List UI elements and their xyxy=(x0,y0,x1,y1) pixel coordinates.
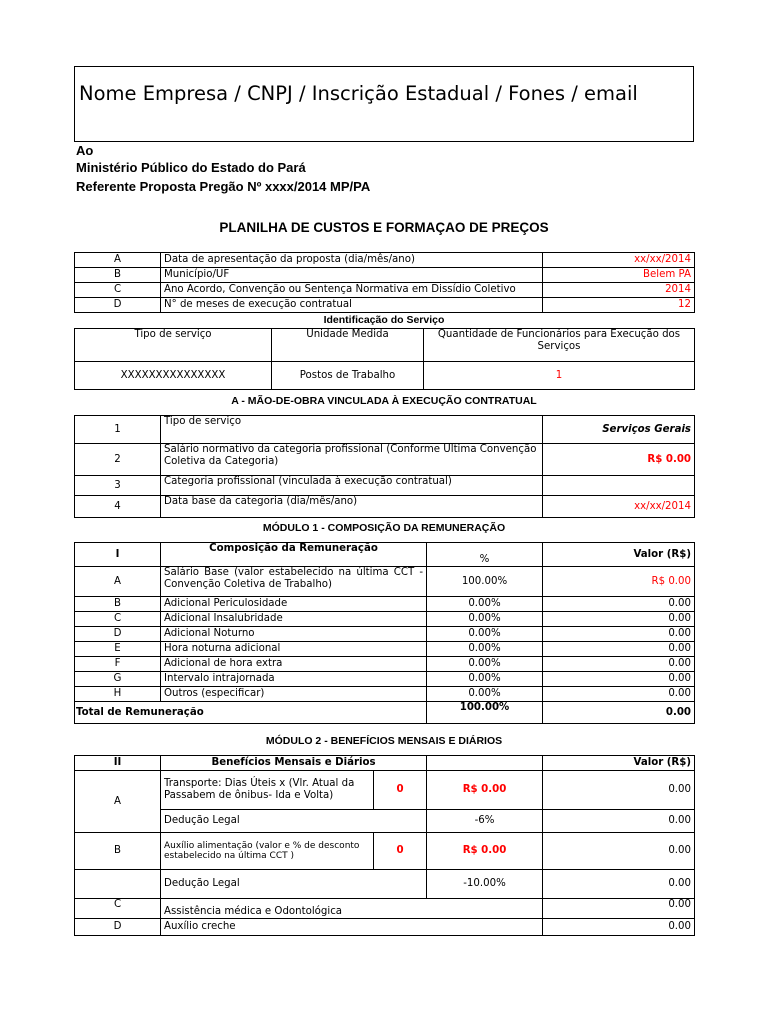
table-row xyxy=(75,253,695,268)
service-type-value: XXXXXXXXXXXXXXX xyxy=(75,362,272,390)
address-line-ministry: Ministério Público do Estado do Pará xyxy=(76,160,306,175)
table-row xyxy=(75,627,695,642)
module2-food-deduction-value: 0.00 xyxy=(543,870,695,899)
module1-label: Adicional Periculosidade xyxy=(161,597,427,612)
service-col-quantity: Quantidade de Funcionários para Execução dos Serviços xyxy=(424,329,695,362)
labor-value: R$ 0.00 xyxy=(543,444,695,476)
table-row xyxy=(75,416,695,444)
module1-pct: 0.00% xyxy=(427,672,543,687)
service-table xyxy=(74,328,695,390)
module1-total-value: 0.00 xyxy=(543,702,695,724)
labor-table xyxy=(74,415,695,518)
info-code: D xyxy=(75,298,161,313)
table-row xyxy=(75,657,695,672)
info-code: B xyxy=(75,268,161,283)
module1-label: Intervalo intrajornada xyxy=(161,672,427,687)
module1-pct: 0.00% xyxy=(427,642,543,657)
module1-label: Outros (especificar) xyxy=(161,687,427,702)
module2-daycare-value: 0.00 xyxy=(543,919,695,936)
table-row xyxy=(75,756,695,771)
info-value: xx/xx/2014 xyxy=(543,253,695,268)
labor-value xyxy=(543,476,695,496)
module1-pct: 0.00% xyxy=(427,687,543,702)
module2-daycare-label: Auxílio creche xyxy=(161,919,543,936)
info-value: Belem PA xyxy=(543,268,695,283)
module1-code: A xyxy=(75,567,161,597)
module2-medical-label: Assistência médica e Odontológica xyxy=(161,899,543,919)
table-row xyxy=(75,476,695,496)
table-row xyxy=(75,702,695,724)
table-row xyxy=(75,899,695,919)
module2-transport-value: 0.00 xyxy=(543,771,695,810)
module2-food-deduction-label: Dedução Legal xyxy=(161,870,427,899)
table-row xyxy=(75,496,695,518)
module1-pct: 0.00% xyxy=(427,627,543,642)
info-code: A xyxy=(75,253,161,268)
labor-section-title: A - MÃO-DE-OBRA VINCULADA À EXECUÇÃO CONTRATUAL xyxy=(231,395,537,407)
module1-pct: 0.00% xyxy=(427,657,543,672)
module1-total-label: Total de Remuneração xyxy=(75,702,427,724)
module1-code: F xyxy=(75,657,161,672)
module1-label: Salário Base (valor estabelecido na última CCT - Convenção Coletiva de Trabalho) xyxy=(161,567,427,597)
module1-pct: 100.00% xyxy=(427,567,543,597)
address-line-ao: Ao xyxy=(76,143,94,158)
info-code: C xyxy=(75,283,161,298)
info-label: Ano Acordo, Convenção ou Sentença Normativa em Dissídio Coletivo xyxy=(161,283,543,298)
module2-transport-deduction-value: 0.00 xyxy=(543,810,695,833)
module2-food-value: 0.00 xyxy=(543,833,695,870)
module1-code: E xyxy=(75,642,161,657)
info-label: Município/UF xyxy=(161,268,543,283)
module1-value: 0.00 xyxy=(543,612,695,627)
module1-code: D xyxy=(75,627,161,642)
info-table xyxy=(74,252,695,313)
labor-label: Tipo de serviço xyxy=(161,416,543,444)
module2-food-deduction-empty xyxy=(75,870,161,899)
labor-code: 1 xyxy=(75,416,161,444)
module2-transport-label: Transporte: Dias Úteis x (Vlr. Atual da Passabem de ônibus- Ida e Volta) xyxy=(161,771,374,810)
module2-food-label: Auxílio alimentação (valor e % de desconto estabelecido na última CCT ) xyxy=(161,833,374,870)
module1-value: 0.00 xyxy=(543,642,695,657)
module1-title: MÓDULO 1 - COMPOSIÇÃO DA REMUNERAÇÃO xyxy=(262,522,506,534)
module2-head-value: Valor (R$) xyxy=(543,756,695,771)
module2-transport-deduction-pct: -6% xyxy=(427,810,543,833)
module1-code: G xyxy=(75,672,161,687)
table-row xyxy=(75,444,695,476)
company-header-box xyxy=(74,66,694,142)
module1-value: 0.00 xyxy=(543,627,695,642)
module2-code-a: A xyxy=(75,771,161,833)
table-row xyxy=(75,642,695,657)
module2-food-price: R$ 0.00 xyxy=(427,833,543,870)
module2-transport-qty: 0 xyxy=(374,771,427,810)
table-row xyxy=(75,833,695,870)
service-col-unit: Unidade Medida xyxy=(272,329,424,362)
labor-label: Categoria profissional (vinculada à execução contratual) xyxy=(161,476,543,496)
module2-food-deduction-pct: -10.00% xyxy=(427,870,543,899)
module1-code: B xyxy=(75,597,161,612)
module2-title: MÓDULO 2 - BENEFÍCIOS MENSAIS E DIÁRIOS xyxy=(265,735,503,747)
module1-head-code: I xyxy=(75,543,161,567)
table-row xyxy=(75,329,695,362)
module2-transport-deduction-label: Dedução Legal xyxy=(161,810,427,833)
module2-code-d: D xyxy=(75,919,161,936)
module1-label: Adicional Insalubridade xyxy=(161,612,427,627)
module1-code: C xyxy=(75,612,161,627)
module2-medical-value: 0.00 xyxy=(543,899,695,919)
module2-code-c: C xyxy=(75,899,161,919)
module1-value: 0.00 xyxy=(543,672,695,687)
service-section-title: Identificação do Serviço xyxy=(323,314,445,326)
module1-code: H xyxy=(75,687,161,702)
table-row xyxy=(75,283,695,298)
module2-head-label: Benefícios Mensais e Diários xyxy=(161,756,427,771)
module1-value: 0.00 xyxy=(543,597,695,612)
service-unit-value: Postos de Trabalho xyxy=(272,362,424,390)
table-row xyxy=(75,687,695,702)
labor-code: 4 xyxy=(75,496,161,518)
table-row xyxy=(75,298,695,313)
module1-label: Adicional de hora extra xyxy=(161,657,427,672)
labor-label: Data base da categoria (dia/mês/ano) xyxy=(161,496,543,518)
module1-head-pct: % xyxy=(427,543,543,567)
module1-value: 0.00 xyxy=(543,657,695,672)
service-col-type: Tipo de serviço xyxy=(75,329,272,362)
module1-head-label: Composição da Remuneração xyxy=(161,543,427,567)
sheet-title: PLANILHA DE CUSTOS E FORMAÇAO DE PREÇOS xyxy=(219,220,549,235)
address-line-reference: Referente Proposta Pregão Nº xxxx/2014 MP/PA xyxy=(76,179,371,194)
labor-code: 3 xyxy=(75,476,161,496)
info-label: Data de apresentação da proposta (dia/mês/ano) xyxy=(161,253,543,268)
module2-table xyxy=(74,755,695,936)
labor-code: 2 xyxy=(75,444,161,476)
module1-pct: 0.00% xyxy=(427,597,543,612)
module1-head-value: Valor (R$) xyxy=(543,543,695,567)
table-row xyxy=(75,919,695,936)
table-row xyxy=(75,870,695,899)
table-row xyxy=(75,810,695,833)
service-quantity-value: 1 xyxy=(424,362,695,390)
module1-table xyxy=(74,542,695,724)
module2-code-b: B xyxy=(75,833,161,870)
module2-head-code: II xyxy=(75,756,161,771)
module1-label: Hora noturna adicional xyxy=(161,642,427,657)
table-row xyxy=(75,672,695,687)
company-header-title: Nome Empresa / CNPJ / Inscrição Estadual / Fones / email xyxy=(79,82,638,105)
info-label: N° de meses de execução contratual xyxy=(161,298,543,313)
module2-head-empty xyxy=(427,756,543,771)
table-row xyxy=(75,567,695,597)
info-value: 12 xyxy=(543,298,695,313)
table-row xyxy=(75,771,695,810)
info-value: 2014 xyxy=(543,283,695,298)
labor-value: Serviços Gerais xyxy=(543,416,695,444)
module1-pct: 0.00% xyxy=(427,612,543,627)
module1-value: R$ 0.00 xyxy=(543,567,695,597)
table-row xyxy=(75,612,695,627)
module2-food-qty: 0 xyxy=(374,833,427,870)
labor-label: Salário normativo da categoria profissional (Conforme Última Convenção Coletiva da Categoria) xyxy=(161,444,543,476)
labor-value: xx/xx/2014 xyxy=(543,496,695,518)
module1-value: 0.00 xyxy=(543,687,695,702)
module2-transport-price: R$ 0.00 xyxy=(427,771,543,810)
module1-label: Adicional Noturno xyxy=(161,627,427,642)
table-row xyxy=(75,543,695,567)
table-row xyxy=(75,362,695,390)
table-row xyxy=(75,597,695,612)
table-row xyxy=(75,268,695,283)
module1-total-pct: 100.00% xyxy=(427,702,543,724)
